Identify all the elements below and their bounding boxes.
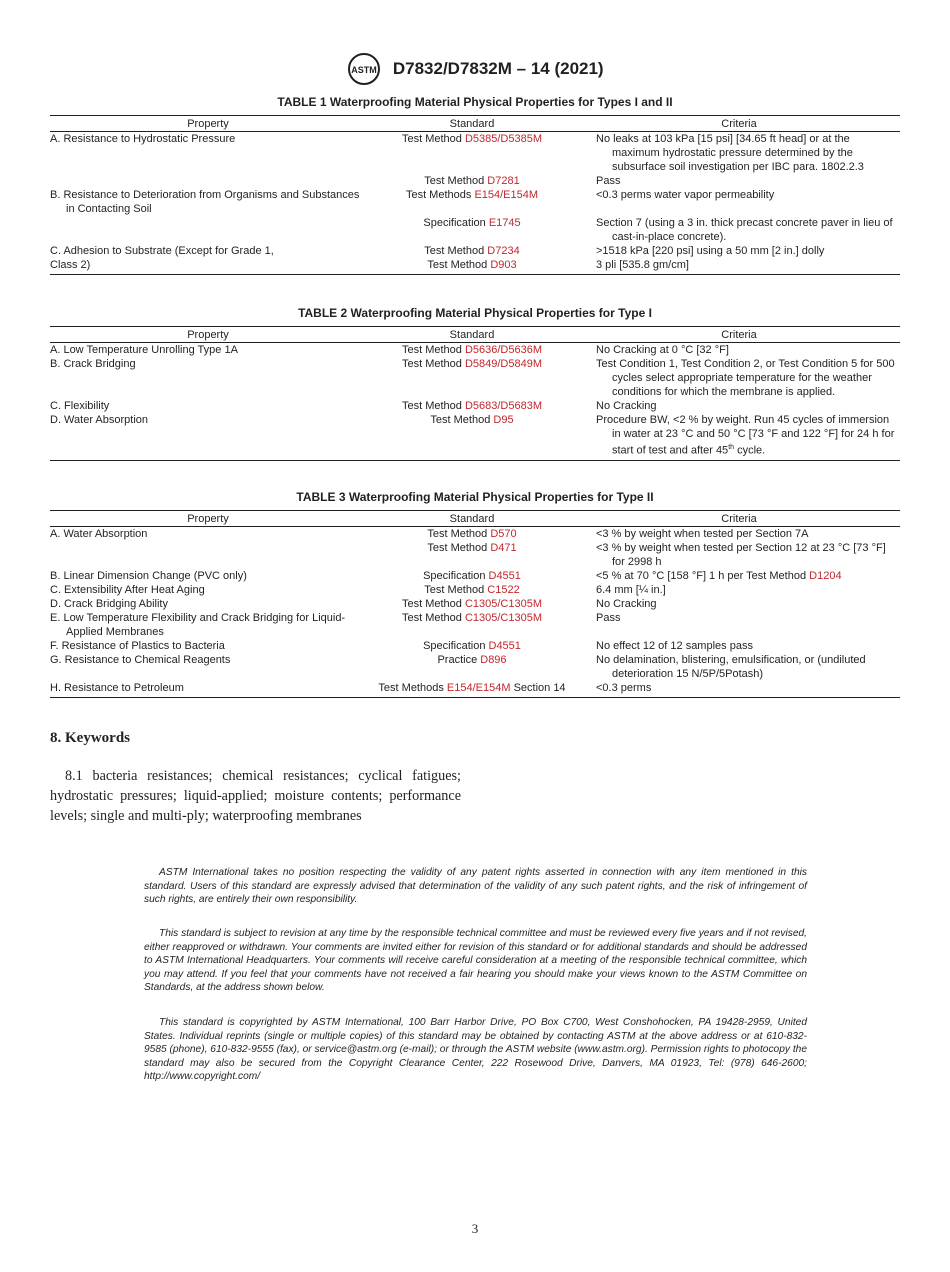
criteria-text: Procedure BW, <2 % by weight. Run 45 cycles of immersion in water at 23 °C and 50 °C [73 °F and 122 °F] for 24 h for start of test and after 45 (596, 414, 895, 457)
table-row (50, 343, 900, 358)
document-designation: D7832/D7832M – 14 (2021) (392, 59, 604, 78)
page-header (0, 52, 950, 86)
standard-type: Test Method (427, 542, 491, 554)
property-cell: B. Crack Bridging (50, 358, 136, 370)
property-cell (50, 174, 366, 188)
standard-suffix: Section 14 (510, 682, 566, 694)
criteria-text: No Cracking (596, 400, 657, 412)
criteria-cell (578, 611, 900, 639)
criteria-text: >1518 kPa [220 psi] using a 50 mm [2 in.] dolly (596, 245, 825, 257)
standard-reference-link[interactable]: D7281 (487, 175, 520, 187)
standard-reference-link[interactable]: D5849/D5849M (464, 358, 543, 370)
standard-reference-link[interactable]: D5683/D5683M (464, 400, 543, 412)
table-header-row (50, 511, 900, 527)
section-heading-keywords: 8. Keywords (50, 730, 130, 746)
standard-cell (366, 244, 578, 258)
criteria-cell (578, 583, 900, 597)
criteria-cell (578, 343, 900, 358)
table1-caption: TABLE 1 Waterproofing Material Physical Properties for Types I and II (277, 95, 673, 109)
property-cell: A. Water Absorption (50, 528, 148, 540)
column-header-criteria: Criteria (578, 511, 900, 527)
standard-type: Test Method (430, 414, 494, 426)
property-cell: B. Linear Dimension Change (PVC only) (50, 570, 247, 582)
criteria-cell (578, 527, 900, 542)
criteria-cell (578, 653, 900, 681)
criteria-cell (578, 258, 900, 275)
standard-cell (366, 583, 578, 597)
property-cell: G. Resistance to Chemical Reagents (50, 654, 231, 666)
standard-cell (366, 188, 578, 216)
criteria-text: 3 pli [535.8 gm/cm] (596, 259, 689, 271)
table-row (50, 216, 900, 244)
standard-reference-link[interactable]: D4551 (488, 570, 521, 582)
criteria-cell (578, 188, 900, 216)
standard-type: Test Method (401, 612, 465, 624)
standard-reference-link[interactable]: C1305/C1305M (464, 612, 543, 624)
standard-reference-link[interactable]: C1522 (487, 584, 520, 596)
standard-reference-link[interactable]: D570 (490, 528, 517, 540)
column-header-property: Property (50, 116, 366, 132)
criteria-text: No delamination, blistering, emulsification, or (undiluted deterioration 15 N/5P/5Potash) (596, 654, 866, 680)
column-header-criteria: Criteria (578, 327, 900, 343)
criteria-text: Test Condition 1, Test Condition 2, or Test Condition 5 for 500 cycles select appropriate temperature for the weather conditions for which the membrane is applied. (596, 358, 895, 398)
standard-reference-link[interactable]: D471 (490, 542, 517, 554)
property-cell: C. Flexibility (50, 400, 110, 412)
standard-type: Test Methods (378, 682, 447, 694)
criteria-cell (578, 413, 900, 460)
standard-type: Test Methods (405, 189, 475, 201)
column-header-standard: Standard (366, 511, 578, 527)
standard-cell (366, 343, 578, 358)
table3 (50, 510, 900, 698)
criteria-cell (578, 569, 900, 583)
table-row (50, 357, 900, 399)
property-cell: F. Resistance of Plastics to Bacteria (50, 640, 225, 652)
property-cell (50, 541, 366, 569)
standard-cell (366, 611, 578, 639)
table-row (50, 639, 900, 653)
standard-cell (366, 653, 578, 681)
standard-type: Specification (423, 570, 489, 582)
table3-caption: TABLE 3 Waterproofing Material Physical Properties for Type II (296, 490, 654, 504)
standard-type: Test Method (427, 259, 491, 271)
column-header-property: Property (50, 511, 366, 527)
standard-cell (366, 399, 578, 413)
criteria-text: <0.3 perms water vapor permeability (596, 189, 775, 201)
table-row (50, 399, 900, 413)
standard-reference-link[interactable]: D7234 (487, 245, 520, 257)
standard-cell (366, 639, 578, 653)
standard-reference-link[interactable]: D903 (490, 259, 517, 271)
criteria-cell (578, 244, 900, 258)
property-cell: C. Adhesion to Substrate (Except for Grade 1, (50, 245, 274, 257)
column-header-standard: Standard (366, 327, 578, 343)
property-cell: C. Extensibility After Heat Aging (50, 584, 205, 596)
column-header-criteria: Criteria (578, 116, 900, 132)
property-cell: A. Low Temperature Unrolling Type 1A (50, 344, 238, 356)
standard-cell (366, 413, 578, 460)
table-header-row (50, 327, 900, 343)
criteria-cell (578, 174, 900, 188)
criteria-text: <5 % at 70 °C [158 °F] 1 h per Test Method (596, 570, 810, 582)
criteria-text: No leaks at 103 kPa [15 psi] [34.65 ft head] or at the maximum hydrostatic pressure determined by the subsurface soil investigation per IBC para. 1802.2.3 (596, 133, 864, 173)
standard-type: Test Method (401, 358, 465, 370)
keywords-paragraph: 8.1 bacteria resistances; chemical resistances; cyclical fatigues; hydrostatic pressures; liquid-applied; moisture contents; performance levels; single and multi-ply; waterproofing membranes (50, 768, 461, 824)
revision-notice: This standard is subject to revision at any time by the responsible technical committee and must be reviewed every five years and if not revised, either reapproved or withdrawn. Your comments are invited either for revision of this standard or for additional standards and should be addressed to ASTM International Headquarters. Your comments will receive careful consideration at a meeting of the responsible technical committee, which you may attend. If you feel that your comments have not received a fair hearing you should make your views known to the ASTM Committee on Standards, at the address shown below. (144, 928, 807, 994)
property-cell (50, 216, 366, 244)
standard-reference-link[interactable]: D5385/D5385M (464, 133, 543, 145)
patent-notice: ASTM International takes no position respecting the validity of any patent rights asserted in connection with any item mentioned in this standard. Users of this standard are expressly advised that determination of the validity of any such patent rights, and the risk of infringement of such rights, are entirely their own responsibility. (144, 867, 807, 906)
criteria-cell (578, 132, 900, 175)
standard-type: Test Method (401, 598, 465, 610)
standard-cell (366, 541, 578, 569)
standard-cell (366, 216, 578, 244)
standard-reference-link[interactable]: E154/E154M (474, 189, 539, 201)
criteria-text: Pass (596, 175, 621, 187)
property-cell: B. Resistance to Deterioration from Organisms and Substances in Contacting Soil (50, 189, 360, 215)
criteria-cell (578, 399, 900, 413)
standard-type: Practice (437, 654, 481, 666)
table-row (50, 541, 900, 569)
criteria-text: <3 % by weight when tested per Section 12 at 23 °C [73 °F] for 2998 h (596, 542, 886, 568)
standard-type: Test Method (401, 344, 465, 356)
standard-reference-link[interactable]: D95 (493, 414, 514, 426)
table-row (50, 653, 900, 681)
criteria-text: No Cracking at 0 °C [32 °F] (596, 344, 729, 356)
standard-type: Test Method (424, 245, 488, 257)
criteria-text: <0.3 perms (596, 682, 652, 694)
table-row (50, 188, 900, 216)
astm-logo-icon (346, 52, 382, 86)
table-row (50, 681, 900, 698)
criteria-cell (578, 639, 900, 653)
standard-type: Test Method (401, 133, 465, 145)
table-header-row (50, 116, 900, 132)
standard-reference-link[interactable]: D5636/D5636M (464, 344, 543, 356)
criteria-text-end: cycle. (734, 444, 766, 457)
table-row (50, 583, 900, 597)
table-row (50, 597, 900, 611)
standard-cell (366, 681, 578, 698)
table-row (50, 258, 900, 275)
logo-lettering: ASTM (351, 65, 378, 75)
standard-cell (366, 174, 578, 188)
standard-cell (366, 132, 578, 175)
table-row (50, 413, 900, 460)
standard-reference-link[interactable]: E154/E154M (446, 682, 511, 694)
table2-caption: TABLE 2 Waterproofing Material Physical Properties for Type I (298, 306, 652, 320)
table-row (50, 174, 900, 188)
standard-type: Test Method (427, 528, 491, 540)
criteria-reference-link[interactable]: D1204 (809, 570, 842, 582)
property-cell: Class 2) (50, 258, 366, 275)
page-number: 3 (471, 1221, 479, 1236)
copyright-notice: This standard is copyrighted by ASTM International, 100 Barr Harbor Drive, PO Box C700, West Conshohocken, PA 19428-2959, United States. Individual reprints (single or multiple copies) of this standard may be obtained by contacting ASTM at the above address or at 610-832-9585 (phone), 610-832-9555 (fax), or service@astm.org (e-mail); or through the ASTM website (www.astm.org). Permission rights to photocopy the standard may also be secured from the Copyright Clearance Center, 222 Rosewood Drive, Danvers, MA 01923, Tel: (978) 646-2600; http://www.copyright.com/ (144, 1017, 807, 1083)
standard-type: Test Method (424, 175, 488, 187)
table-row (50, 611, 900, 639)
property-cell: E. Low Temperature Flexibility and Crack Bridging for Liquid-Applied Membranes (50, 612, 346, 638)
column-header-property: Property (50, 327, 366, 343)
standard-reference-link[interactable]: E1745 (488, 217, 521, 229)
criteria-cell (578, 216, 900, 244)
property-cell: H. Resistance to Petroleum (50, 681, 366, 698)
table-row (50, 569, 900, 583)
table1 (50, 115, 900, 275)
standard-type: Specification (423, 217, 489, 229)
standard-reference-link[interactable]: D896 (480, 654, 507, 666)
criteria-text: No Cracking (596, 598, 657, 610)
criteria-text: No effect 12 of 12 samples pass (596, 640, 753, 652)
criteria-cell (578, 681, 900, 698)
standard-reference-link[interactable]: D4551 (488, 640, 521, 652)
standard-type: Specification (423, 640, 489, 652)
standard-cell (366, 258, 578, 275)
standard-cell (366, 357, 578, 399)
standard-reference-link[interactable]: C1305/C1305M (464, 598, 543, 610)
table-row (50, 527, 900, 542)
standard-cell (366, 569, 578, 583)
property-cell: D. Crack Bridging Ability (50, 598, 168, 610)
criteria-cell (578, 357, 900, 399)
standard-type: Test Method (424, 584, 488, 596)
standard-cell (366, 527, 578, 542)
criteria-cell (578, 597, 900, 611)
criteria-superscript: th (728, 444, 735, 451)
standard-cell (366, 597, 578, 611)
column-header-standard: Standard (366, 116, 578, 132)
table-row (50, 244, 900, 258)
property-cell: D. Water Absorption (50, 413, 366, 460)
property-cell: A. Resistance to Hydrostatic Pressure (50, 133, 236, 145)
criteria-cell (578, 541, 900, 569)
criteria-text: Section 7 (using a 3 in. thick precast concrete paver in lieu of cast-in-place concrete). (596, 217, 893, 243)
criteria-text: Pass (596, 612, 621, 624)
criteria-text: 6.4 mm [¼ in.] (596, 584, 666, 596)
table2 (50, 326, 900, 461)
table-row (50, 132, 900, 175)
standard-type: Test Method (401, 400, 465, 412)
criteria-text: <3 % by weight when tested per Section 7A (596, 528, 809, 540)
